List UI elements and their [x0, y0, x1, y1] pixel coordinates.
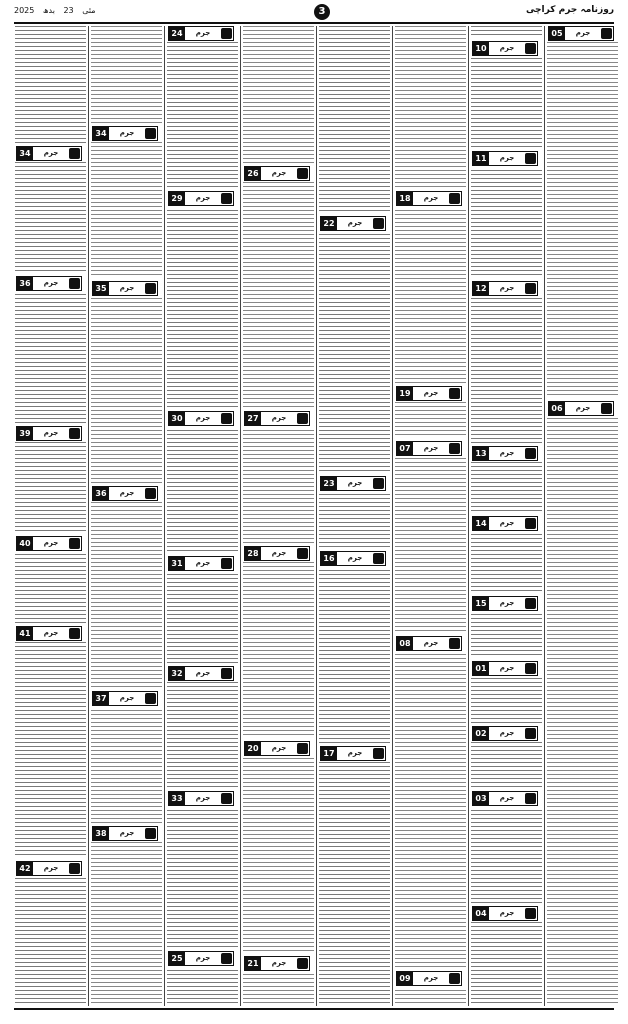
- notice-label: جرم: [195, 559, 211, 567]
- logo-icon: [449, 638, 460, 649]
- notice-header: [16, 861, 82, 876]
- notice-number: 18: [397, 192, 413, 205]
- logo-icon: [525, 43, 536, 54]
- notice-header: [472, 281, 538, 296]
- notice-number: 01: [473, 662, 489, 675]
- column-rule: [240, 26, 241, 1006]
- notice-header: [168, 556, 234, 571]
- notice-number: 23: [321, 477, 337, 490]
- notice-header: [396, 441, 462, 456]
- notice-number: 19: [397, 387, 413, 400]
- weekday: بدھ: [42, 6, 55, 15]
- notice-number: 36: [93, 487, 109, 500]
- notice-label: جرم: [499, 599, 515, 607]
- masthead: [14, 4, 614, 24]
- notice-label: جرم: [499, 794, 515, 802]
- notice-header: [244, 411, 310, 426]
- notice-label: جرم: [575, 29, 591, 37]
- logo-icon: [221, 28, 232, 39]
- notice-label: جرم: [119, 489, 135, 497]
- notice-number: 24: [169, 27, 185, 40]
- notice-header: [92, 826, 158, 841]
- notice-number: 27: [245, 412, 261, 425]
- notice-header: [548, 26, 614, 41]
- notice-number: 40: [17, 537, 33, 550]
- notice-number: 11: [473, 152, 489, 165]
- notice-header: [472, 906, 538, 921]
- text-column: [318, 26, 391, 1006]
- masthead-title: [526, 5, 614, 15]
- notice-label: جرم: [195, 29, 211, 37]
- notice-number: 08: [397, 637, 413, 650]
- logo-icon: [221, 558, 232, 569]
- notice-header: [16, 626, 82, 641]
- column-rule: [164, 26, 165, 1006]
- logo-icon: [297, 413, 308, 424]
- notice-header: [396, 971, 462, 986]
- notice-header: [320, 746, 386, 761]
- date-year: 2025: [14, 6, 35, 15]
- notice-label: جرم: [575, 404, 591, 412]
- notice-header: [168, 411, 234, 426]
- column-text-body: [91, 26, 162, 1006]
- notice-number: 12: [473, 282, 489, 295]
- notice-label: جرم: [499, 909, 515, 917]
- logo-icon: [373, 218, 384, 229]
- column-text-body: [167, 26, 238, 1006]
- logo-icon: [221, 413, 232, 424]
- notice-number: 14: [473, 517, 489, 530]
- notice-label: جرم: [119, 829, 135, 837]
- logo-icon: [297, 743, 308, 754]
- logo-icon: [449, 193, 460, 204]
- notice-number: 30: [169, 412, 185, 425]
- notice-number: 15: [473, 597, 489, 610]
- notice-label: جرم: [499, 729, 515, 737]
- notice-header: [92, 281, 158, 296]
- notice-label: جرم: [195, 194, 211, 202]
- page-number: 3: [314, 4, 330, 20]
- notice-label: جرم: [271, 959, 287, 967]
- notice-header: [548, 401, 614, 416]
- notice-number: 37: [93, 692, 109, 705]
- notice-label: جرم: [423, 974, 439, 982]
- logo-icon: [69, 148, 80, 159]
- column-rule: [88, 26, 89, 1006]
- logo-icon: [297, 548, 308, 559]
- notice-number: 35: [93, 282, 109, 295]
- logo-icon: [525, 728, 536, 739]
- notice-header: [92, 126, 158, 141]
- notice-label: جرم: [499, 154, 515, 162]
- logo-icon: [525, 518, 536, 529]
- notice-header: [16, 536, 82, 551]
- notice-header: [320, 476, 386, 491]
- notice-header: [472, 726, 538, 741]
- column-rule: [392, 26, 393, 1006]
- notice-number: 22: [321, 217, 337, 230]
- notice-number: 33: [169, 792, 185, 805]
- notice-number: 41: [17, 627, 33, 640]
- notice-label: جرم: [119, 694, 135, 702]
- notice-header: [16, 146, 82, 161]
- notice-number: 25: [169, 952, 185, 965]
- notice-label: جرم: [43, 864, 59, 872]
- notice-label: جرم: [499, 664, 515, 672]
- notice-number: 05: [549, 27, 565, 40]
- logo-icon: [69, 538, 80, 549]
- text-column: [394, 26, 467, 1006]
- notice-header: [92, 486, 158, 501]
- column-rule: [316, 26, 317, 1006]
- footer-rule: [14, 1008, 614, 1010]
- notice-label: جرم: [271, 549, 287, 557]
- logo-icon: [525, 283, 536, 294]
- notice-number: 34: [93, 127, 109, 140]
- notice-label: جرم: [347, 219, 363, 227]
- notice-number: 29: [169, 192, 185, 205]
- notice-header: [396, 386, 462, 401]
- notice-header: [320, 551, 386, 566]
- notice-header: [472, 41, 538, 56]
- column-rule: [544, 26, 545, 1006]
- notice-header: [472, 791, 538, 806]
- notice-number: 36: [17, 277, 33, 290]
- notice-label: جرم: [43, 429, 59, 437]
- notice-header: [16, 426, 82, 441]
- notice-label: جرم: [43, 279, 59, 287]
- notice-number: 07: [397, 442, 413, 455]
- logo-icon: [525, 153, 536, 164]
- brand-name: جرم: [558, 5, 578, 15]
- notice-number: 03: [473, 792, 489, 805]
- logo-icon: [601, 28, 612, 39]
- logo-icon: [221, 193, 232, 204]
- logo-icon: [449, 973, 460, 984]
- notice-number: 39: [17, 427, 33, 440]
- notice-number: 32: [169, 667, 185, 680]
- notice-number: 34: [17, 147, 33, 160]
- notice-header: [244, 166, 310, 181]
- notice-number: 26: [245, 167, 261, 180]
- notice-label: جرم: [119, 284, 135, 292]
- notice-header: [472, 151, 538, 166]
- logo-icon: [145, 488, 156, 499]
- notice-label: جرم: [423, 444, 439, 452]
- logo-icon: [373, 553, 384, 564]
- notice-number: 02: [473, 727, 489, 740]
- logo-icon: [221, 668, 232, 679]
- notice-label: جرم: [119, 129, 135, 137]
- notice-number: 06: [549, 402, 565, 415]
- logo-icon: [221, 793, 232, 804]
- logo-icon: [69, 278, 80, 289]
- notice-label: جرم: [347, 749, 363, 757]
- date-month: مئی: [82, 6, 96, 15]
- notice-header: [472, 516, 538, 531]
- notice-number: 17: [321, 747, 337, 760]
- column-text-body: [319, 26, 390, 1006]
- notice-number: 38: [93, 827, 109, 840]
- logo-icon: [69, 863, 80, 874]
- notice-label: جرم: [347, 479, 363, 487]
- logo-icon: [297, 958, 308, 969]
- logo-icon: [525, 663, 536, 674]
- text-column: [90, 26, 163, 1006]
- notice-header: [472, 446, 538, 461]
- column-rule: [468, 26, 469, 1006]
- logo-icon: [145, 283, 156, 294]
- notice-header: [472, 661, 538, 676]
- notice-number: 13: [473, 447, 489, 460]
- notice-number: 10: [473, 42, 489, 55]
- notice-label: جرم: [271, 414, 287, 422]
- notice-label: جرم: [195, 954, 211, 962]
- notice-label: جرم: [271, 744, 287, 752]
- notice-label: جرم: [499, 44, 515, 52]
- notice-label: جرم: [271, 169, 287, 177]
- columns-area: [14, 26, 614, 1006]
- notice-label: جرم: [423, 194, 439, 202]
- logo-icon: [525, 908, 536, 919]
- logo-icon: [69, 628, 80, 639]
- notice-header: [472, 596, 538, 611]
- notice-header: [168, 791, 234, 806]
- logo-icon: [145, 693, 156, 704]
- notice-number: 20: [245, 742, 261, 755]
- notice-header: [244, 956, 310, 971]
- logo-icon: [525, 598, 536, 609]
- logo-icon: [69, 428, 80, 439]
- notice-header: [168, 191, 234, 206]
- logo-icon: [525, 448, 536, 459]
- notice-number: 42: [17, 862, 33, 875]
- notice-header: [320, 216, 386, 231]
- notice-label: جرم: [347, 554, 363, 562]
- notice-label: جرم: [43, 629, 59, 637]
- notice-number: 21: [245, 957, 261, 970]
- paper-name: روزنامہ: [580, 5, 614, 15]
- logo-icon: [449, 388, 460, 399]
- text-column: [166, 26, 239, 1006]
- logo-icon: [145, 828, 156, 839]
- notice-label: جرم: [423, 389, 439, 397]
- notice-header: [16, 276, 82, 291]
- notice-label: جرم: [499, 519, 515, 527]
- column-text-body: [395, 26, 466, 1006]
- notice-header: [244, 546, 310, 561]
- text-column: [546, 26, 619, 1006]
- notice-header: [168, 666, 234, 681]
- column-text-body: [547, 26, 618, 1006]
- notice-header: [396, 636, 462, 651]
- notice-number: 28: [245, 547, 261, 560]
- text-column: [470, 26, 543, 1006]
- notice-number: 16: [321, 552, 337, 565]
- notice-number: 09: [397, 972, 413, 985]
- notice-label: جرم: [423, 639, 439, 647]
- logo-icon: [297, 168, 308, 179]
- notice-label: جرم: [499, 284, 515, 292]
- notice-number: 04: [473, 907, 489, 920]
- notice-label: جرم: [195, 669, 211, 677]
- notice-label: جرم: [195, 414, 211, 422]
- notice-header: [168, 26, 234, 41]
- logo-icon: [449, 443, 460, 454]
- notice-header: [396, 191, 462, 206]
- notice-label: جرم: [43, 149, 59, 157]
- notice-label: جرم: [195, 794, 211, 802]
- notice-number: 31: [169, 557, 185, 570]
- date-day: 23: [63, 6, 74, 15]
- notice-header: [168, 951, 234, 966]
- masthead-info: [14, 6, 102, 15]
- logo-icon: [221, 953, 232, 964]
- notice-label: جرم: [499, 449, 515, 457]
- notice-header: [244, 741, 310, 756]
- logo-icon: [601, 403, 612, 414]
- text-column: [242, 26, 315, 1006]
- notice-header: [92, 691, 158, 706]
- logo-icon: [525, 793, 536, 804]
- city-name: کراچی: [525, 5, 556, 15]
- logo-icon: [373, 478, 384, 489]
- logo-icon: [373, 748, 384, 759]
- logo-icon: [145, 128, 156, 139]
- notice-label: جرم: [43, 539, 59, 547]
- text-column: [14, 26, 87, 1006]
